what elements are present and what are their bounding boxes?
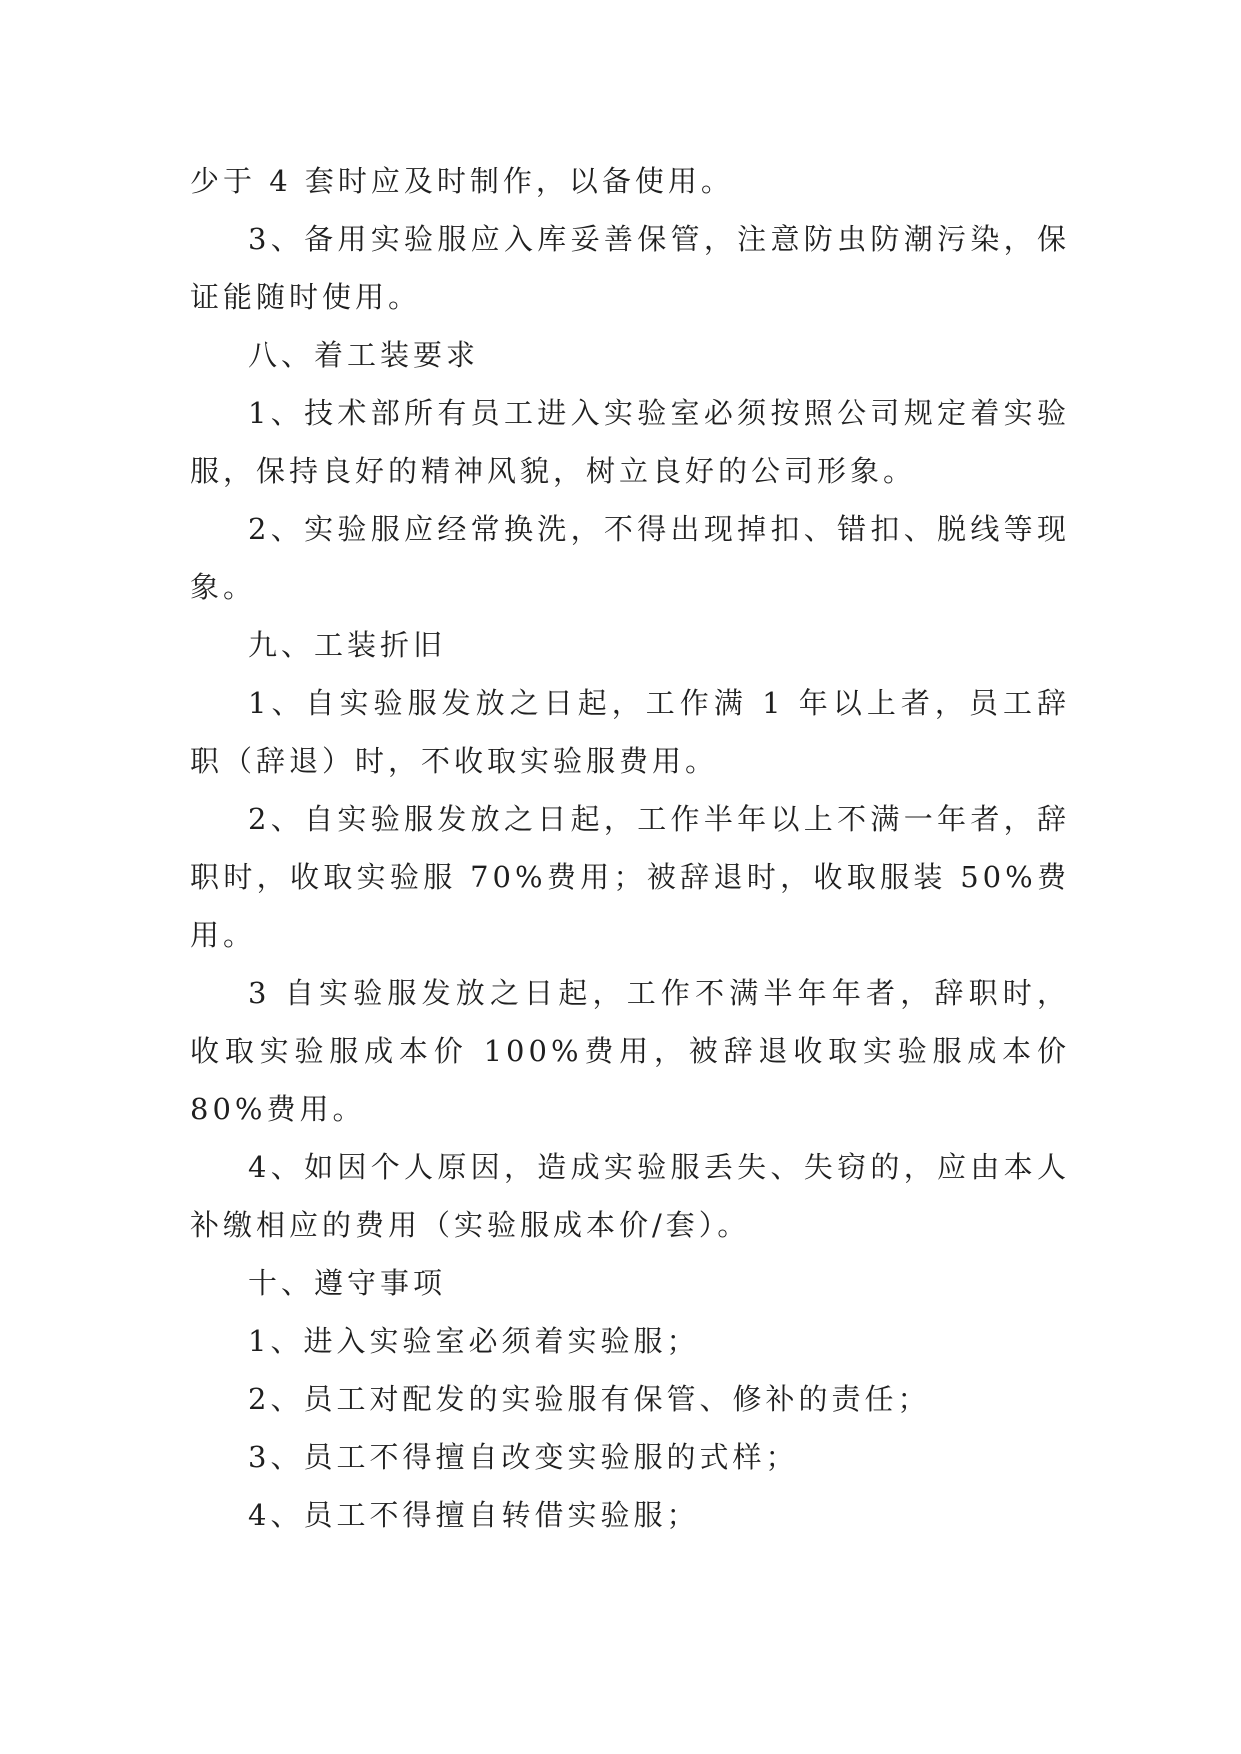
document-body [190, 152, 1070, 1544]
paragraph-rule-9-2: 2、自实验服发放之日起，工作半年以上不满一年者，辞职时，收取实验服 70%费用；被辞退时，收取服装 50%费用。 [190, 802, 1070, 952]
section-heading-9: 九、工装折旧 [248, 628, 447, 662]
paragraph-rule-9-4: 4、如因个人原因，造成实验服丢失、失窃的，应由本人补缴相应的费用（实验服成本价/套）。 [190, 1150, 1070, 1242]
paragraph-rule-8-1: 1、技术部所有员工进入实验室必须按照公司规定着实验服，保持良好的精神风貌，树立良好的公司形象。 [190, 396, 1070, 488]
paragraph-rule-10-3: 3、员工不得擅自改变实验服的式样； [248, 1440, 799, 1474]
paragraph-rule-8-2: 2、实验服应经常换洗，不得出现掉扣、错扣、脱线等现象。 [190, 512, 1070, 604]
paragraph-rule-10-2: 2、员工对配发的实验服有保管、修补的责任； [248, 1382, 931, 1416]
paragraph-rule-10-4: 4、员工不得擅自转借实验服； [248, 1498, 700, 1532]
paragraph-rule-9-3: 3 自实验服发放之日起，工作不满半年年者，辞职时，收取实验服成本价 100%费用，被辞退收取实验服成本价 80%费用。 [190, 976, 1070, 1126]
paragraph-continuation: 少于 4 套时应及时制作，以备使用。 [190, 164, 734, 198]
paragraph-rule-10-1: 1、进入实验室必须着实验服； [248, 1324, 700, 1358]
paragraph-storage-rule: 3、备用实验服应入库妥善保管，注意防虫防潮污染，保证能随时使用。 [190, 222, 1070, 314]
section-heading-8: 八、着工装要求 [248, 338, 480, 372]
paragraph-rule-9-1: 1、自实验服发放之日起，工作满 1 年以上者，员工辞职（辞退）时，不收取实验服费用。 [190, 686, 1070, 778]
section-heading-10: 十、遵守事项 [248, 1266, 447, 1300]
